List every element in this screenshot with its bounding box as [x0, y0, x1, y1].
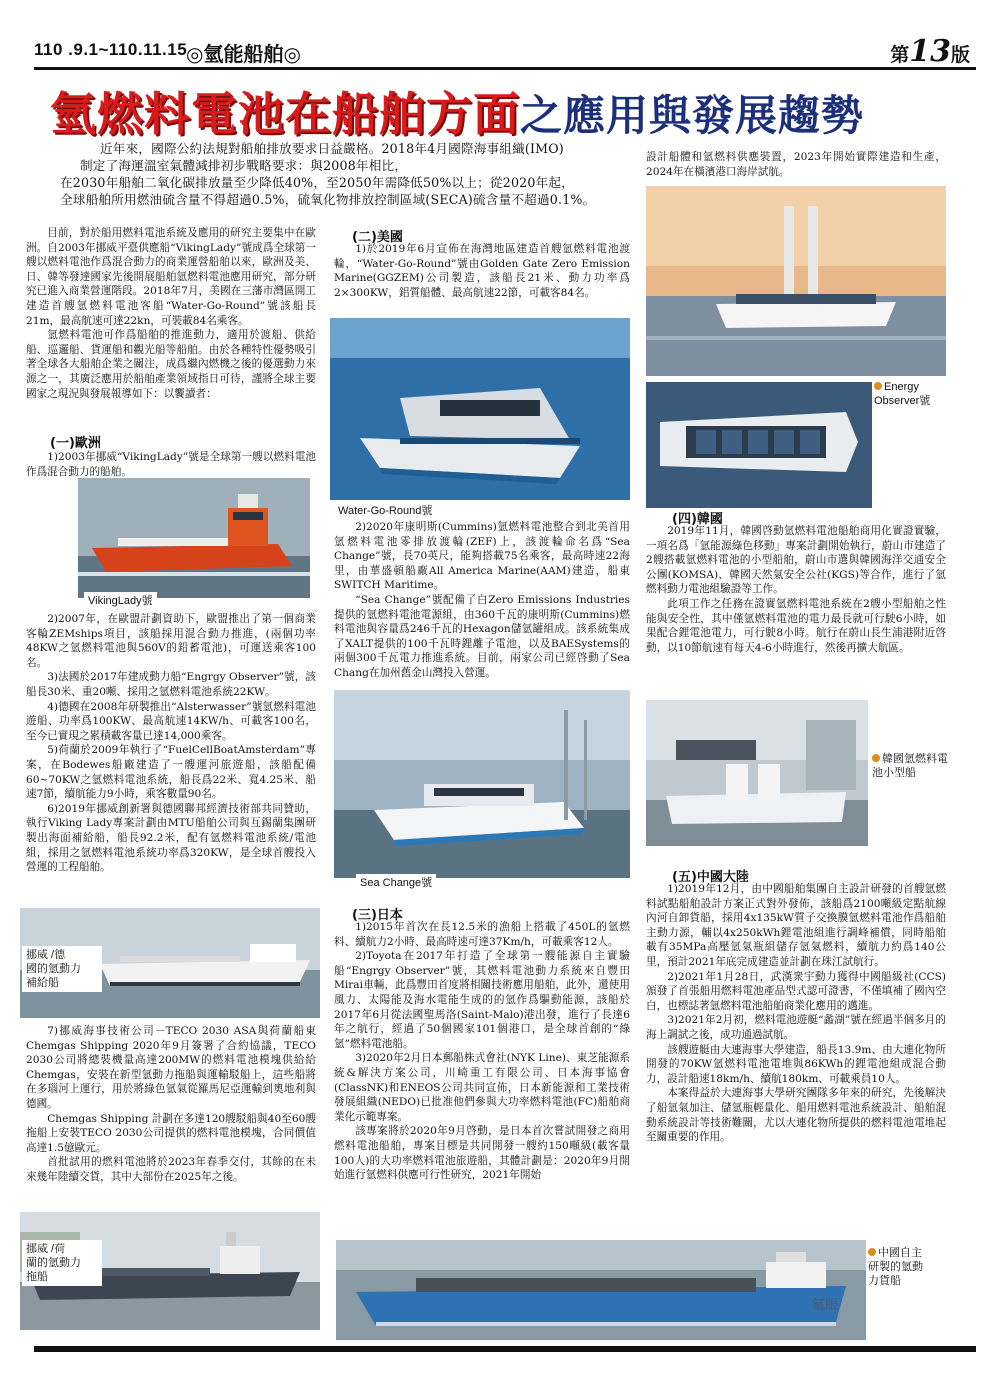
photo-vikinglady — [78, 478, 310, 598]
paragraph: 2)Toyota在2017年打造了全球第一艘能源自主實驗船“Engrgy Observer”號，其燃料電池動力系統來自豐田Mirai車輛，此爲豐田首度將相關技術應用船舶，此外，還使用風力、太陽能及海水電能生成的的氫作爲驅動能源，該船於2017年6月從法國聖馬洛(Saint-Malo)港出發，進行了長達6年之航行，經過了50個國家101個港口，是全球首創的“綠氫”燃料電池船。 — [334, 950, 630, 1050]
photo-water-go-round — [330, 318, 630, 500]
paragraph: Chemgas Shipping 計劃在多達120艘駁船與40至60艘拖船上安裝TECO 2030公司提供的燃料電池模塊，合同價值高達1.5億歐元。 — [26, 1112, 316, 1154]
paragraph: 1)2003年挪威“VikingLady”號是全球第一艘以燃料電池作爲混合動力的船舶。 — [26, 451, 316, 478]
section-title: ◎氫能船舶◎ — [186, 42, 301, 66]
photo-energy-observer-top — [646, 382, 872, 508]
headline-main: 氫燃料電池在船舶方面 — [50, 87, 520, 141]
caption-dot-icon — [872, 754, 880, 762]
headline — [50, 78, 950, 140]
paragraph: 4)德國在2008年研製推出“Alsterwasser”號氫燃料電池遊船、功率爲100KW、最高航速14KW/h、可載客100名，至今已實現之累積載客量已達14,000乘客。 — [26, 700, 316, 742]
europe-item-1 — [26, 450, 316, 479]
paragraph: 7)挪威海事技術公司－TECO 2030 ASA與荷蘭船東Chemgas Shipping 2020年9月簽署了合約協議，TECO 2030公司將總裝機量高達200MW的燃料電池模塊供給給Chemgas，安裝在新型氫動力拖船與運輸駁船上，這些船將在多瑙河上運行，用於將綠色氫氣從羅馬尼亞運輸到奧地利與德國。 — [26, 1025, 316, 1110]
lead-line: 全球船舶所用燃油硫含量不得超過0.5%，硫氧化物排放控制區域(SECA)硫含量不超過0.1%。 — [60, 192, 596, 207]
paragraph: 首批試用的燃料電池將於2023年春季交付，其餘的在未來幾年陸續交貨，其中大部份在2025年之後。 — [26, 1156, 316, 1183]
paragraph: 目前，對於船用燃料電池系統及應用的研究主要集中在歐洲。自2003年挪威平臺供應船“VikingLady”號成爲全球第一艘以燃料電池作爲混合動力的商業運營船舶以來，歐洲及美、日、韓等發達國家先後開展船舶氫燃料電池應用研究，部分研究已進入商業營運階段。2018年7月，美國在三藩市灣區開工建造首艘氫燃料電池客船“Water-Go-Round”號該船長21m，最高航速可達22kn，可裝載84名乘客。 — [26, 227, 316, 327]
paragraph: 3)2021年2月初，燃料電池遊艇“蠡湖”號在經過半個多月的海上調試之後，成功通過試航。 — [646, 1014, 946, 1041]
korea-title: (四)韓國 — [672, 512, 723, 527]
paragraph: 1)2015年首次在長12.5米的漁船上搭載了450L的氫燃料、續航力2小時、最高時速可達37Km/h，可載乘客12人。 — [334, 921, 630, 948]
europe-title: (一)歐洲 — [50, 436, 101, 451]
paragraph: “Sea Change”號配備了白Zero Emissions Industries提供的氫燃料電池電源組，由360千瓦的康明斯(Cummins)燃料電池與容量爲246千瓦的Hexagon儲氫罐組成。該系統集成了XALT提供的100千瓦時鋰離子電池，以及BAESystems的兩個300千瓦電力推進系統。目前，兩家公司已經啓動了Sea Chang在加州舊金山灣投入營運。 — [334, 593, 630, 679]
watermark-text: 氫眼 — [812, 1298, 839, 1313]
photo-sea-change — [334, 690, 630, 878]
japan-title: (三)日本 — [352, 908, 403, 923]
paragraph: 2)2021年1月28日，武漢衆宇動力獲得中國船級社(CCS)頒發了首張船用燃料電池產品型式認可證書，不僅填補了國內空白，也標誌著氫燃料電池船舶商業化應用的邁進。 — [646, 970, 946, 1012]
paragraph: 2)2020年康明斯(Cummins)氫燃料電池整合到北美首用氫燃料電池零排放渡輪(ZEF)上，該渡輪命名爲“Sea Change”號，長70英尺，能夠搭載75名乘客，最高時速22海里，由華盛頓船廠All America Marine(AAM)建造，船東SWITCH Maritime。 — [334, 521, 630, 592]
paragraph: 5)荷蘭於2009年執行了“FuelCellBoatAmsterdam”專案，在Bodewes船廠建造了一艘運河旅遊船，該船配備60~70KW之氫燃料電池系統，船長爲22米、寬4.25米、船速7節，續航能力9小時，乘客數量90名。 — [26, 744, 316, 801]
page-number: 13 — [909, 34, 951, 69]
caption-norway-germany: 挪威 /德 國的氫動力 補給船 — [22, 946, 102, 992]
photo-china-cargo-ship — [336, 1240, 866, 1340]
caption-water-go-round: Water-Go-Round號 — [334, 502, 436, 520]
japan-items — [334, 920, 630, 1183]
page-suffix: 版 — [950, 44, 970, 66]
paragraph: 2)2007年，在歐盟計劃資助下，歐盟推出了第一個商業客輪ZEMships項目，該船採用混合動力推進，(兩個功率48KW之氫燃料電池與560V的鉛蓄電池)，可運送乘客100名。 — [26, 613, 316, 669]
usa-title: (二)美國 — [352, 230, 403, 245]
lead-line: 在2030年船舶二氧化碳排放量至少降低40%，至2050年需降低50%以上；從2020年起， — [60, 175, 574, 190]
paragraph: 3)2020年2月日本郵船株式會社(NYK Line)、東芝能源系統&解決方案公司，川崎重工有限公司、日本海事協會(ClassNK)和ENEOS公司共同宣佈，日本新能源和工業技術發展組織(NEDO)已批准他們參與大功率燃料電池(FC)船舶商業化示範專案。 — [334, 1052, 630, 1123]
caption-china-ship: 中國自主 研製的氫動 力貨船 — [868, 1247, 923, 1287]
paragraph: 6)2019年挪威創新署與德國聯邦經濟技術部共同贊助，執行Viking Lady專案計劃由MTU船舶公司與互錫蘭集團研製出海面補給船，船長92.2米，配有氫燃料電池系統/電池組，採用之氫燃料電池系統功率爲320KW，是全球首艘投入營運的工程船舶。 — [26, 802, 316, 874]
paragraph: 該艘遊艇由大連海事大學建造，船長13.9m、由大連化物所開發的70KW氫燃料電池電堆與86KWh的鋰電池組成混合動力，設計船速18km/h、續航180km、可載乘員10人。 — [646, 1043, 946, 1085]
caption-sea-change: Sea Change號 — [356, 874, 436, 892]
europe-item-7 — [26, 1024, 316, 1185]
paragraph: 設計船體和氫燃料供應裝置，2023年開始實際建造和生產，2024年在橫濱港口海岸試航。 — [646, 151, 946, 178]
caption-korea-boat: 韓國氫燃料電 池小型船 — [872, 753, 948, 779]
lead-line: 近年來，國際公約法規對船舶排放要求日益嚴格。2018年4月國際海事組織(IMO) — [100, 141, 564, 156]
caption-energy-observer: Energy Observer號 — [874, 381, 931, 407]
page-prefix: 第 — [890, 44, 910, 66]
lead-line: 制定了海運溫室氣體減排初步戰略要求：與2008年相比， — [80, 158, 408, 173]
lead-paragraph — [60, 140, 640, 208]
paragraph: 1)於2019年6月宣佈在海灣地區建造首艘氫燃料電池渡輪，“Water-Go-Round”號由Golden Gate Zero Emission Marine(GGZEM)公司製造，該船長21米、動力功率爲2×300KW，鋁質船體、最高航速22節，可載客84名。 — [334, 243, 630, 299]
europe-items-2-6 — [26, 612, 316, 875]
paragraph: 本案得益於大連海事大學研究團隊多年來的研究，先後解決了船氫氣加注、儲氫瓶輕量化、船用燃料電池系統設計、船舶混動系統設計等技術難關，尤以大連化物所提供的燃料電池電堆起至關重要的作用。 — [646, 1087, 946, 1144]
usa-items-2-3 — [334, 520, 630, 681]
paragraph: 該專案將於2020年9月啓動，是日本首次嘗試開發之商用燃料電池船舶，專案目標是共同開發一艘約150噸級(載客量100人)的大功率燃料電池旅遊船，其體計劃是：2020年9月開始進行氫燃料供應可行性研究，2021年開始 — [334, 1125, 630, 1182]
caption-dot-icon — [868, 1248, 876, 1256]
page-header — [34, 34, 976, 70]
paragraph: 氫燃料電池可作爲船舶的推進動力，適用於渡船、供給船、巡邏船、貨運船和觀光船等船舶。由於各種特性優勢吸引著全球各大船舶企業之關注，成爲繼內燃機之後的優選動力來源之一，其廣泛應用於船舶產業領域指日可待，謹將全球主要國家之現況與發展報導如下：以饗讀者： — [26, 329, 316, 400]
paragraph: 1)2019年12月，由中國船舶集團自主設計研發的首艘氫燃料試點船舶設計方案正式對外發佈，該船爲2100噸級定點航線內河自卸貨船，採用4x135kW質子交換膜氫燃料電池作爲船舶主動力源，輔以4x250kWh鋰電池組進行調峰補償，同時船舶載有35MPa高壓氫氣瓶組儲存氫氣燃料，續航力約爲140公里，預計2021年底完成建造並計劃在珠江試航行。 — [646, 883, 946, 968]
col1-intro — [26, 226, 316, 401]
usa-item-1 — [334, 242, 630, 300]
paragraph: 3)法國於2017年建成動力船“Engrgy Observer”號，該船長30米、重20噸、採用之氫燃料電池系統22KW。 — [26, 671, 316, 698]
china-items — [646, 882, 946, 1145]
page-number-label — [890, 34, 970, 69]
korea-items — [646, 524, 946, 655]
issue-date: 110 .9.1~110.11.15 — [34, 40, 188, 59]
headline-sub: 之應用與發展趨勢 — [520, 91, 865, 140]
china-title: (五)中國大陸 — [672, 870, 749, 885]
caption-norway-netherlands: 挪威 /荷 蘭的氫動力 拖船 — [22, 1240, 102, 1286]
photo-korea-small-boat — [646, 700, 868, 846]
japan-continued — [646, 150, 946, 179]
photo-energy-observer-sea — [646, 186, 946, 376]
caption-vikinglady: VikingLady號 — [84, 592, 157, 610]
paragraph: 2019年11月，韓國啓動氫燃料電池船舶商用化實證實驗，一項名爲「氫能源綠色移動」專案計劃開始執行，蔚山市建造了2艘搭載氫燃料電池的小型船舶，蔚山市選與韓國海洋交通安全公團(KOMSA)、韓國天然氣安全公社(KGS)等合作，進行了氫燃料動力電池組驗證等工作。 — [646, 525, 946, 596]
footer-rule — [34, 1346, 976, 1352]
caption-dot-icon — [874, 382, 882, 390]
paragraph: 此項工作之任務在證實氫燃料電池系統在2艘小型船舶之性能與安全性，其中僅氫燃料電池的電力最長就可行駛6小時，如果配合鋰電池電力，可行駛8小時。航行在蔚山長生浦港附近啓動，以10節航速有每天4-6小時進行，然後再擴大航區。 — [646, 597, 946, 654]
